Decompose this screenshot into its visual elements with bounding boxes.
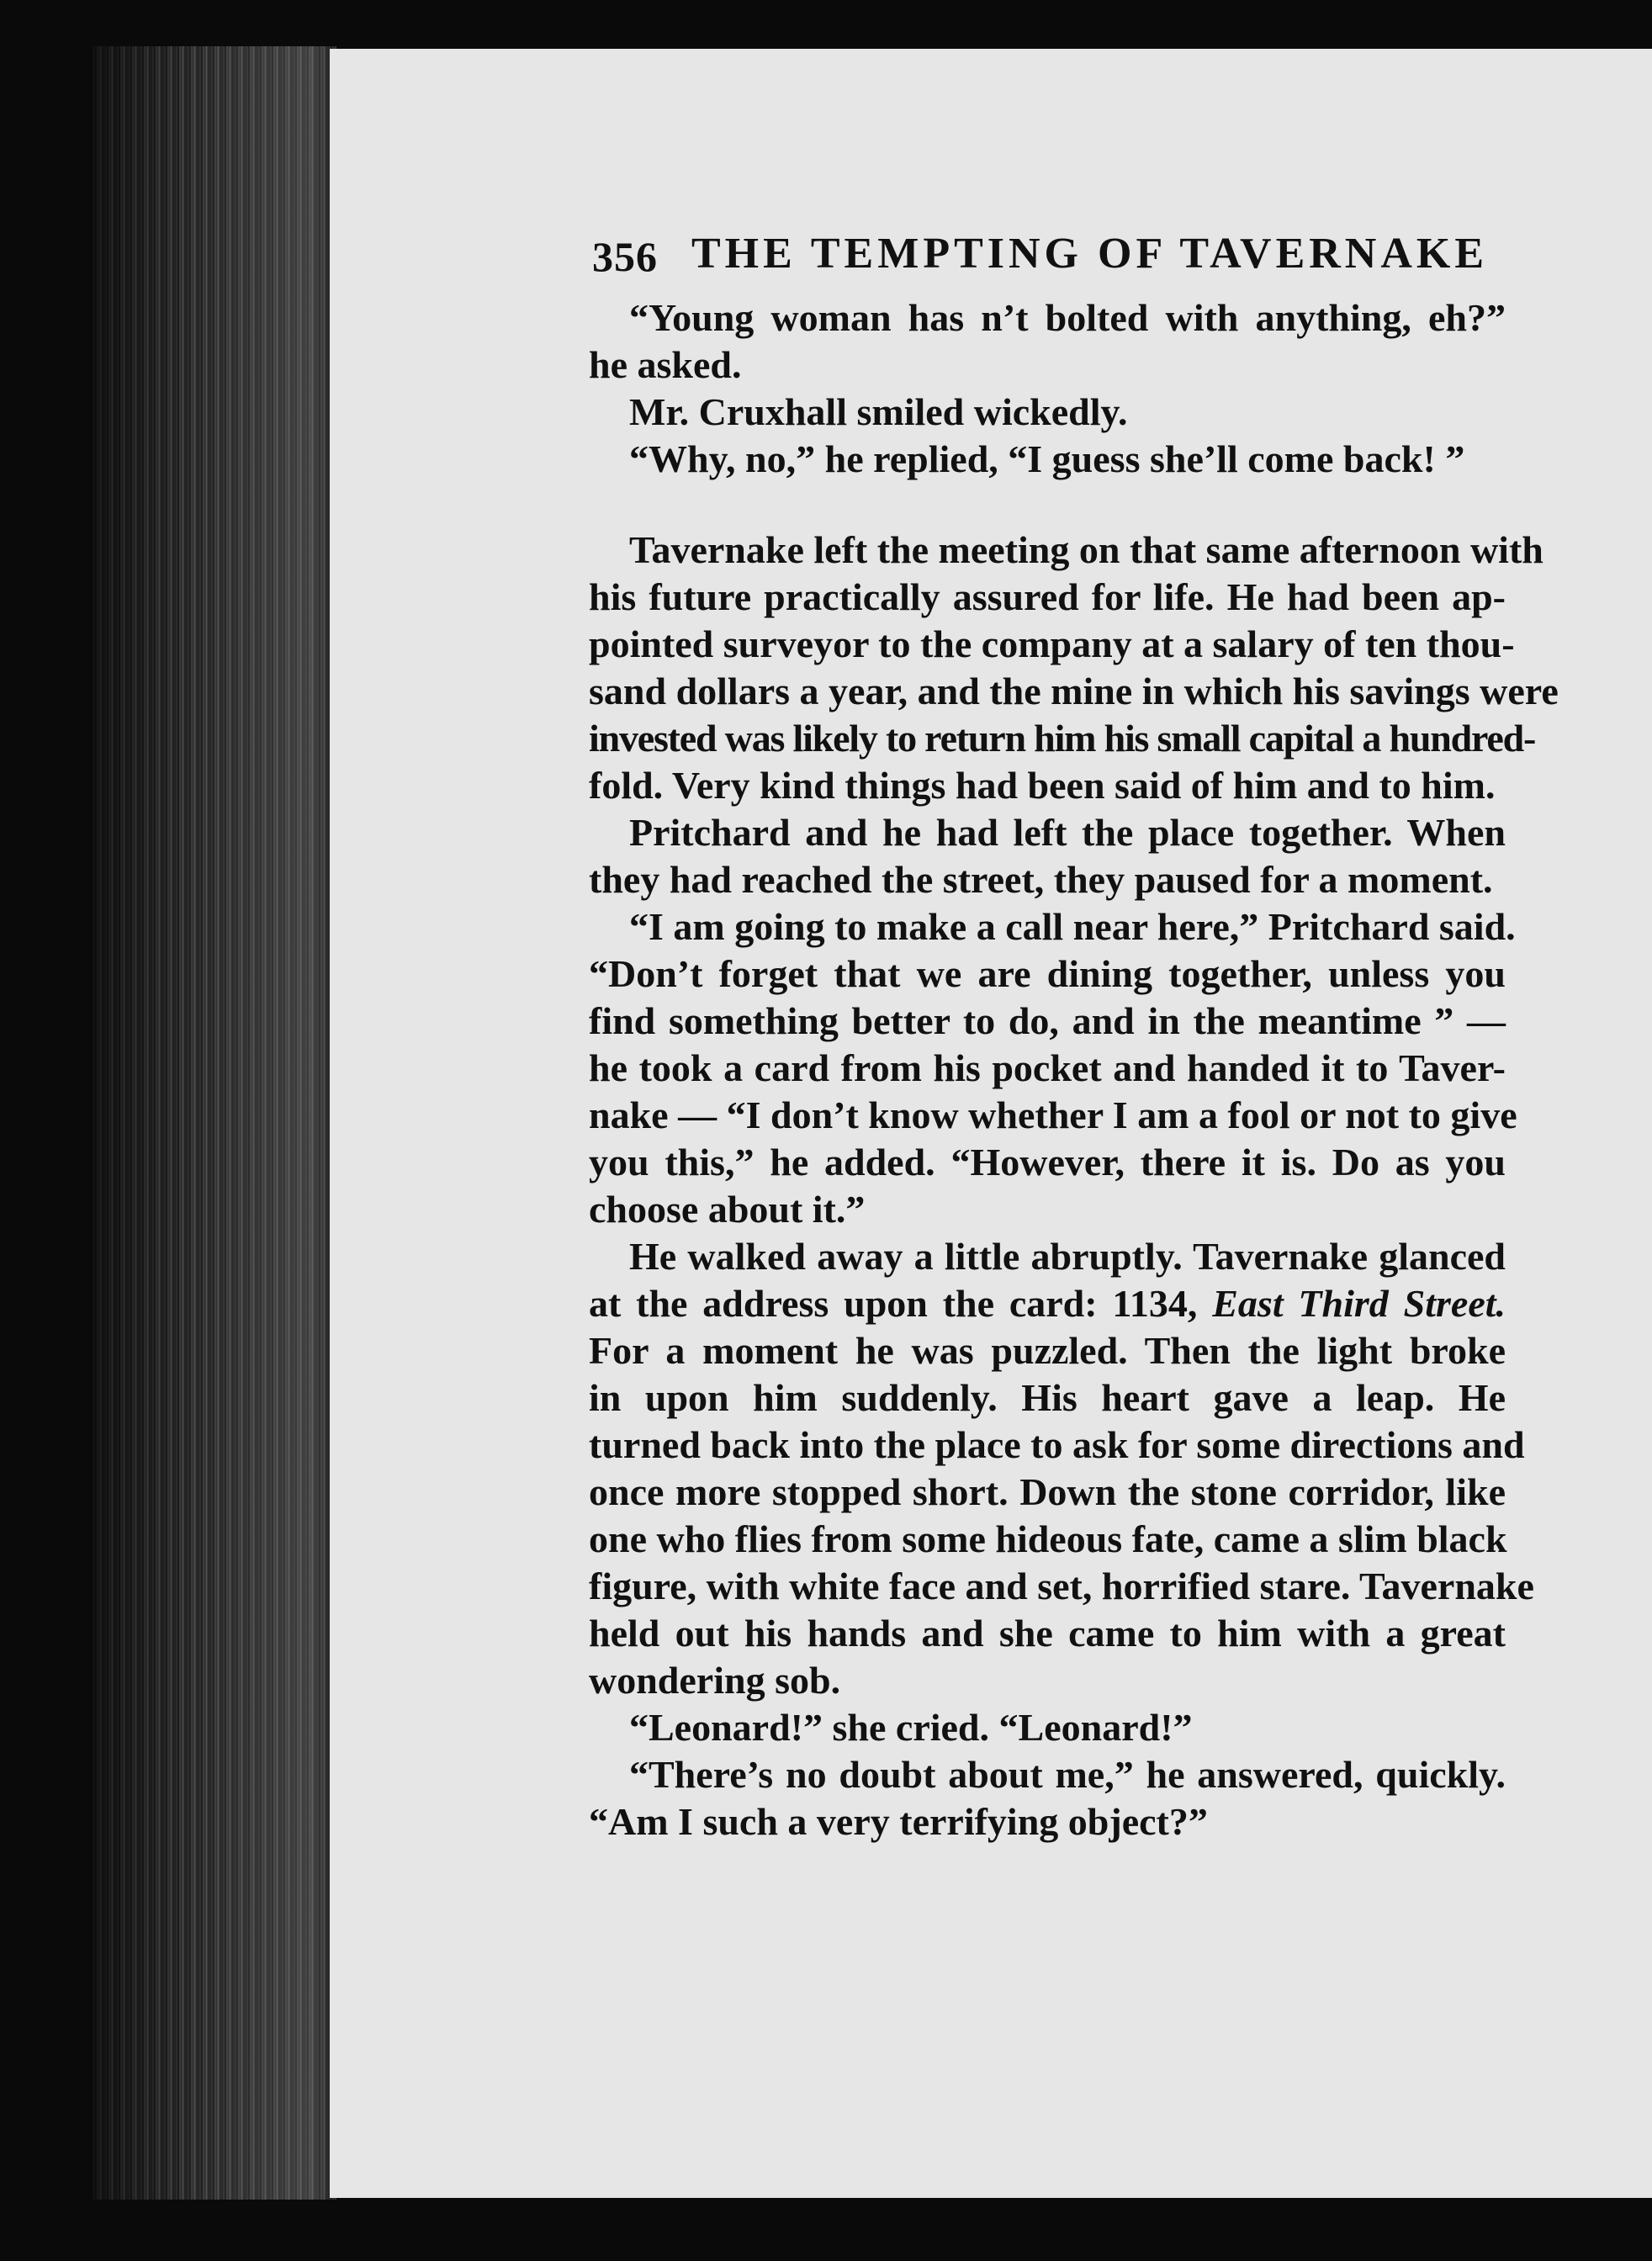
text-line: “There’s no doubt about me,” he answered, quickly. xyxy=(629,1753,1506,1796)
book-spine-edge xyxy=(93,46,336,2200)
paragraph xyxy=(589,1233,1534,1704)
text-line: turned back into the place to ask for some directions and xyxy=(589,1423,1525,1466)
text-line: find something better to do, and in the meantime ” — xyxy=(589,999,1506,1042)
text-span: at the address upon the card: 1134, xyxy=(589,1282,1198,1325)
text-line: “Why, no,” he replied, “I guess she’ll come back! ” xyxy=(629,437,1465,480)
text-line: “I am going to make a call near here,” Pritchard said. xyxy=(629,905,1516,948)
paragraph xyxy=(589,389,1506,436)
text-line: one who flies from some hideous fate, came a slim black xyxy=(589,1517,1507,1560)
text-line: Tavernake left the meeting on that same afternoon with xyxy=(629,528,1543,571)
text-line: they had reached the street, they paused for a moment. xyxy=(589,858,1493,901)
text-line: invested was likely to return him his small capital a hundred- xyxy=(589,717,1536,760)
paragraph xyxy=(589,436,1506,483)
paragraph xyxy=(589,294,1506,389)
paragraph xyxy=(589,527,1559,809)
text-line: “Am I such a very terrifying object?” xyxy=(589,1800,1208,1843)
italic-address: East Third Street. xyxy=(1212,1282,1506,1325)
text-line: held out his hands and she came to him with a great xyxy=(589,1612,1506,1655)
text-line: Pritchard and he had left the place together. When xyxy=(629,811,1506,854)
text-line: nake — “I don’t know whether I am a fool or not to give xyxy=(589,1093,1517,1136)
paragraph xyxy=(589,1704,1506,1751)
text-line: once more stopped short. Down the stone corridor, like xyxy=(589,1470,1506,1513)
text-line: pointed surveyor to the company at a salary of ten thou- xyxy=(589,622,1515,665)
text-line: he took a card from his pocket and handed it to Taver- xyxy=(589,1046,1506,1089)
text-line: For a moment he was puzzled. Then the light broke xyxy=(589,1329,1506,1372)
text-line: He walked away a little abruptly. Tavernake glanced xyxy=(629,1235,1506,1278)
text-line: “Don’t forget that we are dining together, unless you xyxy=(589,952,1506,995)
paragraph xyxy=(589,1751,1506,1845)
text-line: figure, with white face and set, horrified stare. Tavernake xyxy=(589,1565,1534,1607)
address-line xyxy=(589,1280,1506,1327)
page-sheet xyxy=(330,49,1652,2198)
text-line: fold. Very kind things had been said of him and to him. xyxy=(589,764,1496,807)
page-header xyxy=(592,225,1526,293)
running-title: THE TEMPTING OF TAVERNAKE xyxy=(691,230,1489,278)
text-line: you this,” he added. “However, there it is. Do as you xyxy=(589,1141,1506,1183)
text-line: “Young woman has n’t bolted with anything, eh?” xyxy=(629,296,1506,339)
text-line: wondering sob. xyxy=(589,1659,841,1702)
text-line: his future practically assured for life. He had been ap- xyxy=(589,575,1506,618)
paragraph xyxy=(589,903,1517,1233)
text-line: “Leonard!” she cried. “Leonard!” xyxy=(629,1706,1193,1749)
body-text xyxy=(589,294,1559,1845)
text-line: in upon him suddenly. His heart gave a leap. He xyxy=(589,1376,1506,1419)
text-line: he asked. xyxy=(589,343,742,386)
page-number: 356 xyxy=(592,233,658,280)
text-line: Mr. Cruxhall smiled wickedly. xyxy=(629,390,1128,433)
text-line: sand dollars a year, and the mine in which his savings were xyxy=(589,670,1559,712)
paragraph xyxy=(589,809,1506,903)
text-line: choose about it.” xyxy=(589,1188,866,1231)
